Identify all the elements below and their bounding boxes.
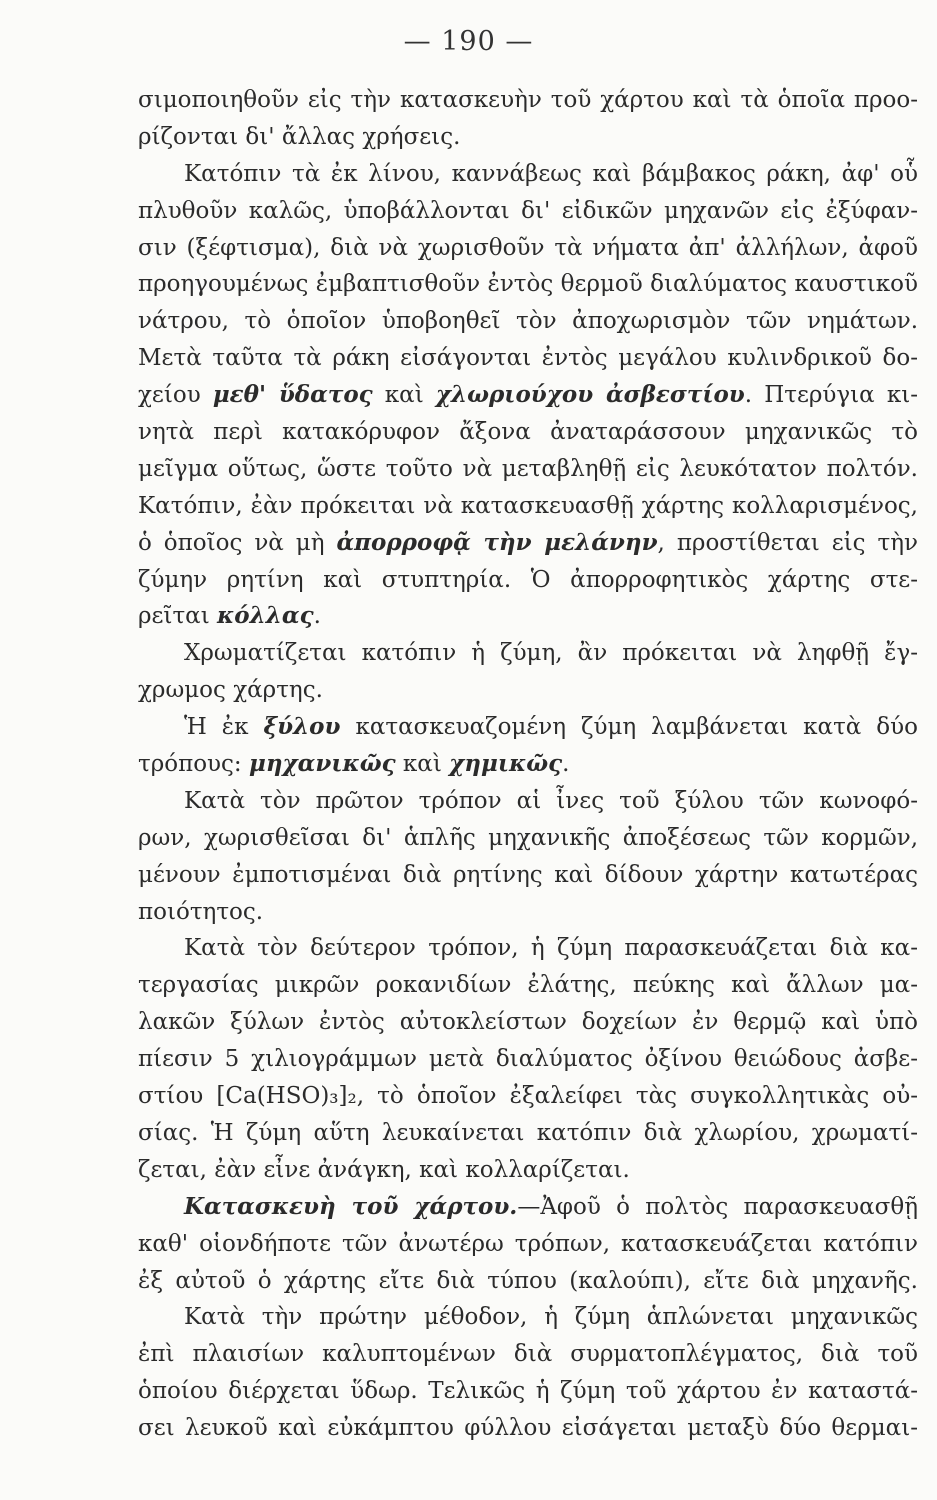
text-line — [138, 193, 918, 230]
text-line — [138, 1078, 918, 1115]
emphasized-term: χημικῶς — [449, 750, 563, 778]
text-line — [138, 377, 918, 414]
text-segment: σιμοποιηθοῦν εἰς τὴν κατασκευὴν τοῦ χάρτου καὶ τὰ ὁποῖα προο- — [138, 87, 918, 113]
text-segment: νάτρου, τὸ ὁποῖον ὑποβοηθεῖ τὸν ἀποχωρισμὸν τῶν νημάτων. — [138, 308, 918, 335]
text-line — [138, 598, 918, 635]
text-line — [138, 746, 918, 783]
emphasized-term: χλωριούχου ἀσβεστίου — [435, 381, 745, 409]
text-segment: νητὰ περὶ κατακόρυφον ἄξονα ἀναταράσσουν μηχανικῶς τὸ — [138, 419, 918, 446]
text-segment: ρων, χωρισθεῖσαι δι' ἁπλῆς μηχανικῆς ἀποξέσεως τῶν κορμῶν, — [138, 824, 918, 851]
text-line — [138, 1226, 918, 1263]
text-segment: . — [562, 751, 570, 778]
text-segment: ρεῖται — [138, 603, 218, 630]
text-segment: Χρωματίζεται κατόπιν ἡ ζύμη, ἂν πρόκειται νὰ ληφθῇ ἔγ- — [184, 640, 918, 667]
text-segment: στίου [Ca(HSO)₃]₂, τὸ ὁποῖον ἐξαλείφει τὰς συγκολλητικὰς οὐ- — [138, 1083, 918, 1110]
text-segment: Ἡ ἐκ — [184, 714, 264, 741]
emphasized-term: ἀπορροφᾷ τὴν μελάνην — [336, 528, 658, 556]
text-segment: τεργασίας μικρῶν ροκανιδίων ἐλάτης, πεύκης καὶ ἄλλων μα- — [138, 972, 918, 999]
text-line — [138, 1152, 918, 1189]
text-line — [138, 1410, 918, 1447]
text-line — [138, 1299, 918, 1336]
text-segment: κατασκευαζομένη ζύμη λαμβάνεται κατὰ δύο — [340, 714, 918, 741]
text-line — [138, 1115, 918, 1152]
text-segment: καὶ — [395, 751, 450, 778]
emphasized-term: Κατασκευὴ τοῦ χάρτου. — [184, 1192, 518, 1220]
text-line — [138, 783, 918, 820]
text-line — [138, 414, 918, 451]
text-segment: μεῖγμα οὕτως, ὥστε τοῦτο νὰ μεταβληθῇ εἰς λευκότατον πολτόν. — [138, 455, 918, 482]
text-segment: χρωμος χάρτης. — [138, 677, 323, 704]
page-number: — 190 — — [403, 26, 534, 57]
text-line — [138, 1189, 918, 1226]
text-line — [138, 156, 918, 193]
text-line — [138, 1336, 918, 1373]
text-segment: Μετὰ ταῦτα τὰ ράκη εἰσάγονται ἐντὸς μεγάλου κυλινδρικοῦ δο- — [138, 345, 918, 372]
text-line — [138, 1263, 918, 1300]
text-line — [138, 709, 918, 746]
text-line — [138, 303, 918, 340]
text-segment: Κατόπιν τὰ ἐκ λίνου, καννάβεως καὶ βάμβακος ράκη, ἀφ' οὗ — [184, 160, 918, 187]
emphasized-term: κόλλας — [217, 602, 314, 630]
body-text — [138, 82, 918, 1447]
text-line — [138, 488, 918, 525]
text-segment: ἐπὶ πλαισίων καλυπτομένων διὰ συρματοπλέγματος, διὰ τοῦ — [138, 1341, 918, 1368]
text-segment: καθ' οἱονδήποτε τῶν ἀνωτέρω τρόπων, κατασκευάζεται κατόπιν — [138, 1230, 918, 1257]
text-segment: λακῶν ξύλων ἐντὸς αὐτοκλείστων δοχείων ἐν θερμῷ καὶ ὑπὸ — [138, 1009, 918, 1036]
text-line — [138, 562, 918, 599]
text-line — [138, 266, 918, 303]
text-line — [138, 930, 918, 967]
text-line — [138, 525, 918, 562]
text-line — [138, 672, 918, 709]
text-segment: ζεται, ἐὰν εἶνε ἀνάγκη, καὶ κολλαρίζεται. — [138, 1156, 630, 1183]
text-line — [138, 1041, 918, 1078]
text-segment: καὶ — [372, 382, 436, 409]
emphasized-term: ξύλου — [263, 713, 341, 741]
text-segment: σίας. Ἡ ζύμη αὕτη λευκαίνεται κατόπιν διὰ χλωρίου, χρωματί- — [138, 1119, 918, 1146]
text-line — [138, 857, 918, 894]
text-line — [138, 1373, 918, 1410]
text-segment: προηγουμένως ἐμβαπτισθοῦν ἐντὸς θερμοῦ διαλύματος καυστικοῦ — [138, 271, 918, 298]
text-line — [138, 967, 918, 1004]
text-segment: μένουν ἐμποτισμέναι διὰ ρητίνης καὶ δίδουν χάρτην κατωτέρας — [138, 861, 918, 888]
text-line — [138, 119, 918, 156]
text-line — [138, 1004, 918, 1041]
text-segment: χείου — [138, 382, 213, 409]
emphasized-term: μηχανικῶς — [248, 750, 396, 778]
text-line — [138, 230, 918, 267]
text-segment: ὁποίου διέρχεται ὕδωρ. Τελικῶς ἡ ζύμη τοῦ χάρτου ἐν καταστά- — [138, 1378, 918, 1405]
text-segment: , προστίθεται εἰς τὴν — [657, 529, 918, 556]
text-segment: ἐξ αὐτοῦ ὁ χάρτης εἴτε διὰ τύπου (καλούπι), εἴτε διὰ μηχανῆς. — [138, 1267, 918, 1294]
text-segment: πίεσιν 5 χιλιογράμμων μετὰ διαλύματος ὀξίνου θειώδους ἀσβε- — [138, 1046, 918, 1073]
text-segment: Κατόπιν, ἐὰν πρόκειται νὰ κατασκευασθῇ χάρτης κολλαρισμένος, — [138, 492, 918, 519]
text-segment: ζύμην ρητίνη καὶ στυπτηρία. Ὁ ἀπορροφητικὸς χάρτης στε- — [138, 566, 918, 593]
emphasized-term: μεθ' ὕδατος — [212, 381, 373, 409]
text-segment: Κατὰ τὸν πρῶτον τρόπον αἱ ἶνες τοῦ ξύλου τῶν κωνοφό- — [184, 787, 918, 814]
text-line — [138, 82, 918, 119]
text-segment: Κατὰ τὴν πρώτην μέθοδον, ἡ ζύμη ἁπλώνεται μηχανικῶς — [184, 1304, 918, 1331]
text-segment: ποιότητος. — [138, 898, 264, 925]
text-segment: σει λευκοῦ καὶ εὐκάμπτου φύλλου εἰσάγεται μεταξὺ δύο θερμαι- — [138, 1415, 918, 1442]
text-segment: . — [313, 603, 321, 630]
text-line — [138, 451, 918, 488]
text-segment: τρόπους: — [138, 751, 249, 778]
text-segment: Κατὰ τὸν δεύτερον τρόπον, ἡ ζύμη παρασκευάζεται διὰ κα- — [184, 935, 918, 962]
text-segment: σιν (ξέφτισμα), διὰ νὰ χωρισθοῦν τὰ νήματα ἀπ' ἀλλήλων, ἀφοῦ — [138, 234, 918, 261]
text-segment: ὁ ὁποῖος νὰ μὴ — [138, 529, 337, 556]
text-line — [138, 340, 918, 377]
text-line — [138, 894, 918, 931]
text-segment: πλυθοῦν καλῶς, ὑποβάλλονται δι' εἰδικῶν μηχανῶν εἰς ἐξύφαν- — [138, 197, 918, 224]
text-segment: —Ἀφοῦ ὁ πολτὸς παρασκευασθῇ — [517, 1193, 918, 1220]
text-line — [138, 635, 918, 672]
text-segment: . Πτερύγια κι- — [744, 382, 918, 409]
text-line — [138, 820, 918, 857]
text-segment: ρίζονται δι' ἄλλας χρήσεις. — [138, 123, 461, 150]
